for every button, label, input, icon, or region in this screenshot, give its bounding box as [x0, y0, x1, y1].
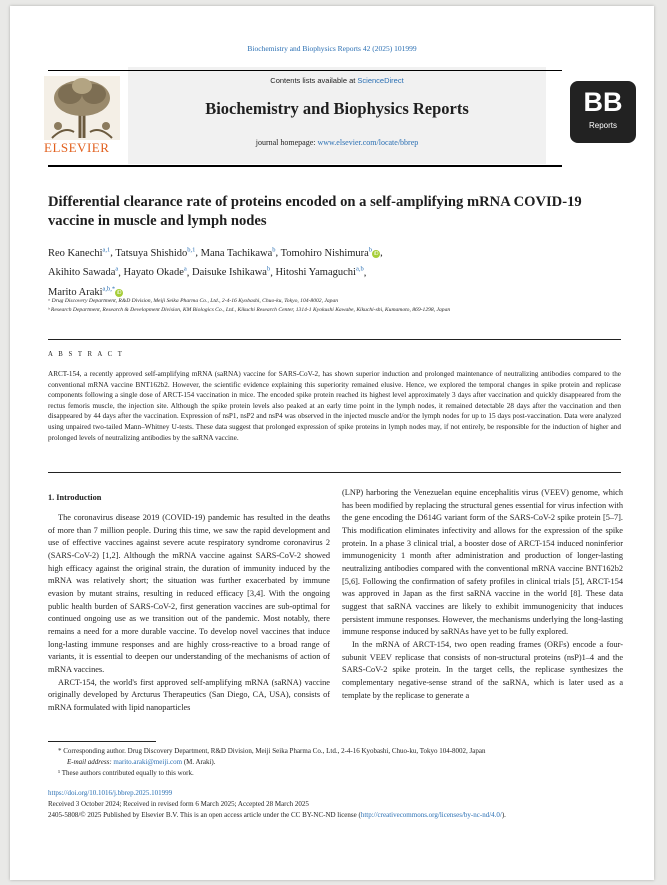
- homepage-prefix: journal homepage:: [255, 138, 318, 147]
- article-title: Differential clearance rate of proteins encoded on a self-amplifying mRNA COVID-19 vaccine in muscle and lymph nodes: [48, 194, 582, 229]
- author-list: Reo Kanechi$^{a,1}$, Tatsuya Shishido$^{b,1}$, Mana Tachikawa$^b$, Tomohiro Nishimura$^b$iD , Akihito Sawada$^a$, Hayato Okade$^a$, Daisuke Ishikawa$^b$, Hitoshi Yamaguchi$^{a,b}$, Marito Araki$^{a,b,*}$iD: [48, 246, 383, 298]
- bb-reports-cover[interactable]: [570, 81, 636, 143]
- contents-line: [128, 76, 546, 85]
- author[interactable]: Tomohiro Nishimura$^b$: [280, 246, 373, 259]
- body-left-column: [48, 512, 330, 715]
- author[interactable]: Reo Kanechi$^{a,1}$: [48, 246, 111, 259]
- cover-subtitle: Reports: [588, 121, 617, 130]
- article-page: [10, 6, 654, 880]
- author[interactable]: Hitoshi Yamaguchi$^{a,b}$: [275, 265, 364, 278]
- author[interactable]: Marito Araki$^{a,b,*}$: [48, 285, 116, 298]
- orcid-icon[interactable]: iD: [116, 289, 122, 296]
- affiliation-b: ᵇ Research Department, Research & Development Division, KM Biologics Co., Ltd., Kikuchi Research Center, 1314-1 Kyokushi Kawabe, Kikuchi-shi, Kumamoto, 869-1298, Japan: [48, 307, 451, 313]
- abstract-top-rule: [48, 339, 621, 340]
- doi-link[interactable]: https://doi.org/10.1016/j.bbrep.2025.101999: [48, 789, 173, 797]
- homepage-link[interactable]: www.elsevier.com/locate/bbrep: [317, 138, 419, 147]
- author[interactable]: Tatsuya Shishido$^{b,1}$: [115, 246, 196, 259]
- journal-homepage: [128, 138, 546, 147]
- sciencedirect-link[interactable]: ScienceDirect: [357, 76, 404, 85]
- elsevier-tree-icon: [44, 76, 120, 140]
- header-top-rule: [48, 70, 562, 71]
- author[interactable]: Mana Tachikawa$^b$: [200, 246, 276, 259]
- header-bottom-rule: [48, 165, 562, 167]
- author[interactable]: Hayato Okade$^a$: [123, 265, 187, 278]
- equal-contribution-footnote: ¹ These authors contributed equally to this work.: [58, 769, 194, 777]
- email-footnote: E-mail address: marito.araki@meiji.com (M. Araki).: [67, 758, 216, 766]
- journal-title: Biochemistry and Biophysics Reports: [205, 99, 469, 118]
- body-right-column: [342, 487, 623, 702]
- paragraph: ARCT-154, the world's first approved self-amplifying mRNA (saRNA) vaccine originally developed by Arcturus Therapeutics (San Diego, CA, USA), consists of mRNA formulated with lipid nanoparticles: [48, 677, 330, 712]
- license-link[interactable]: http://creativecommons.org/licenses/by-nc-nd/4.0/: [360, 811, 502, 819]
- abstract-text: ARCT-154, a recently approved self-amplifying mRNA (saRNA) vaccine for SARS-CoV-2, has shown superior induction and prolonged maintenance of neutralizing antibodies compared to the conventional mRNA vaccine BNT162b2. However, the scientific evidence explaining this superiority remained elusive. Hence, we explored the temporal changes in spike protein and replicase components following a single dose of ARCT-154 vaccination in mice. The encoded spike protein reached its highest level approximately 3 days after vaccination and quickly disappeared from the rectus femoris muscle, the injection site. Although the spike protein levels also peaked at an early time point in the lymph nodes, it remained detectable 28 days after the vaccination and then disappeared by 44 days after the vaccination. Expression of nsP1, nsP2 and nsP4 was observed in the injected muscle and/or the lymph nodes for up to 15 days post-vaccination. Data were analyzed using unpaired two-tailed Mann–Whitney U-tests. These data suggest that prolonged expression of spike proteins in lymph nodes may, if not entirely, be responsible for the induction of higher and prolonged levels of neutralizing antibodies by the saRNA vaccine.: [48, 370, 621, 442]
- paragraph: In the mRNA of ARCT-154, two open reading frames (ORFs) encode a four-subunit VEEV replicase that consists of non-structural proteins (nsP)1–4 and the SARS-CoV-2 spike protein. In the target cells, the replicase synthesizes the complementary negative-sense strand of the saRNA, which is later used as a template by the replicase to generate a: [342, 639, 623, 700]
- abstract-bottom-rule: [48, 472, 621, 473]
- paragraph: (LNP) harboring the Venezuelan equine encephalitis virus (VEEV) genome, which has been modified by replacing the structural genes essential for virus infection with the gene encoding the D614G variant form of the SARS-CoV-2 spike protein [5–7]. This modification eliminates infectivity and allows for the expression of the spike protein. In a phase 3 clinical trial, a booster dose of ARCT-154 induced noninferior immunogenicity 1 month after administration and production of longer-lasting neutralizing antibodies compared with the conventional mRNA vaccine BNT162b2 [5,6]. Following the confirmation of safety profiles in clinical trials [5], ARCT-154 was approved in Japan as the first saRNA vaccine in the world [8]. These data suggest that saRNA vaccines are likely to exhibit immunogenicity that induces persistent immune responses. However, the mechanisms underlying the long-lasting immune response induced by saRNAs have yet to be fully explored.: [342, 488, 623, 637]
- affiliation-a: ᵃ Drug Discovery Department, R&D Division, Meiji Seika Pharma Co., Ltd., 2-4-16 Kyobashi, Chuo-ku, Tokyo, 104-8002, Japan: [48, 298, 339, 304]
- corresponding-footnote: * Corresponding author. Drug Discovery Department, R&D Division, Meiji Seika Pharma Co., Ltd., 2-4-16 Kyobashi, Chuo-ku, Tokyo 104-8002, Japan: [58, 747, 486, 755]
- journal-citation[interactable]: Biochemistry and Biophysics Reports 42 (2025) 101999: [247, 44, 417, 53]
- orcid-icon[interactable]: iD: [373, 250, 379, 257]
- footnote-rule: [48, 741, 156, 742]
- section-heading: 1. Introduction: [48, 493, 102, 502]
- license-line: 2405-5808/© 2025 Published by Elsevier B.V. This is an open access article under the CC BY-NC-ND license (http://creativecommons.org/licenses/by-nc-nd/4.0/).: [48, 811, 506, 819]
- author[interactable]: Daisuke Ishikawa$^b$: [192, 265, 271, 278]
- cover-title: BB: [583, 87, 623, 117]
- received-dates: Received 3 October 2024; Received in revised form 6 March 2025; Accepted 28 March 2025: [48, 800, 309, 808]
- abstract-heading: A B S T R A C T: [48, 351, 124, 358]
- elsevier-wordmark: ELSEVIER: [44, 140, 110, 155]
- contents-prefix: Contents lists available at: [270, 76, 358, 85]
- author[interactable]: Akihito Sawada$^a$: [48, 265, 119, 278]
- email-link[interactable]: marito.araki@meiji.com: [113, 758, 183, 766]
- paragraph: The coronavirus disease 2019 (COVID-19) pandemic has resulted in the deaths of more than 7 million people. During this time, we saw the rapid development and use of effective vaccines against severe acute respiratory syndrome coronavirus 2 (SARS-CoV-2) [1,2]. Although the mRNA vaccine against SARS-CoV-2 showed high efficacy against the original strain, the duration of immunity induced by the mRNA was relatively short; the situation was further exacerbated by immune evasion by mutant strains, resulting in reduced efficacy [3,4]. With the ongoing public health burden of SARS-CoV-2, first generation vaccines are sub-optimal for continued ongoing use as we transition out of the pandemic. Most notably, there remains a need for a more durable vaccine. To develop novel vaccines that induce long-lasting immune responses and are highly cross-reactive to a broad range of variants, it is essential to deepen our understanding of the mechanisms of action of mRNA vaccines.: [48, 513, 330, 674]
